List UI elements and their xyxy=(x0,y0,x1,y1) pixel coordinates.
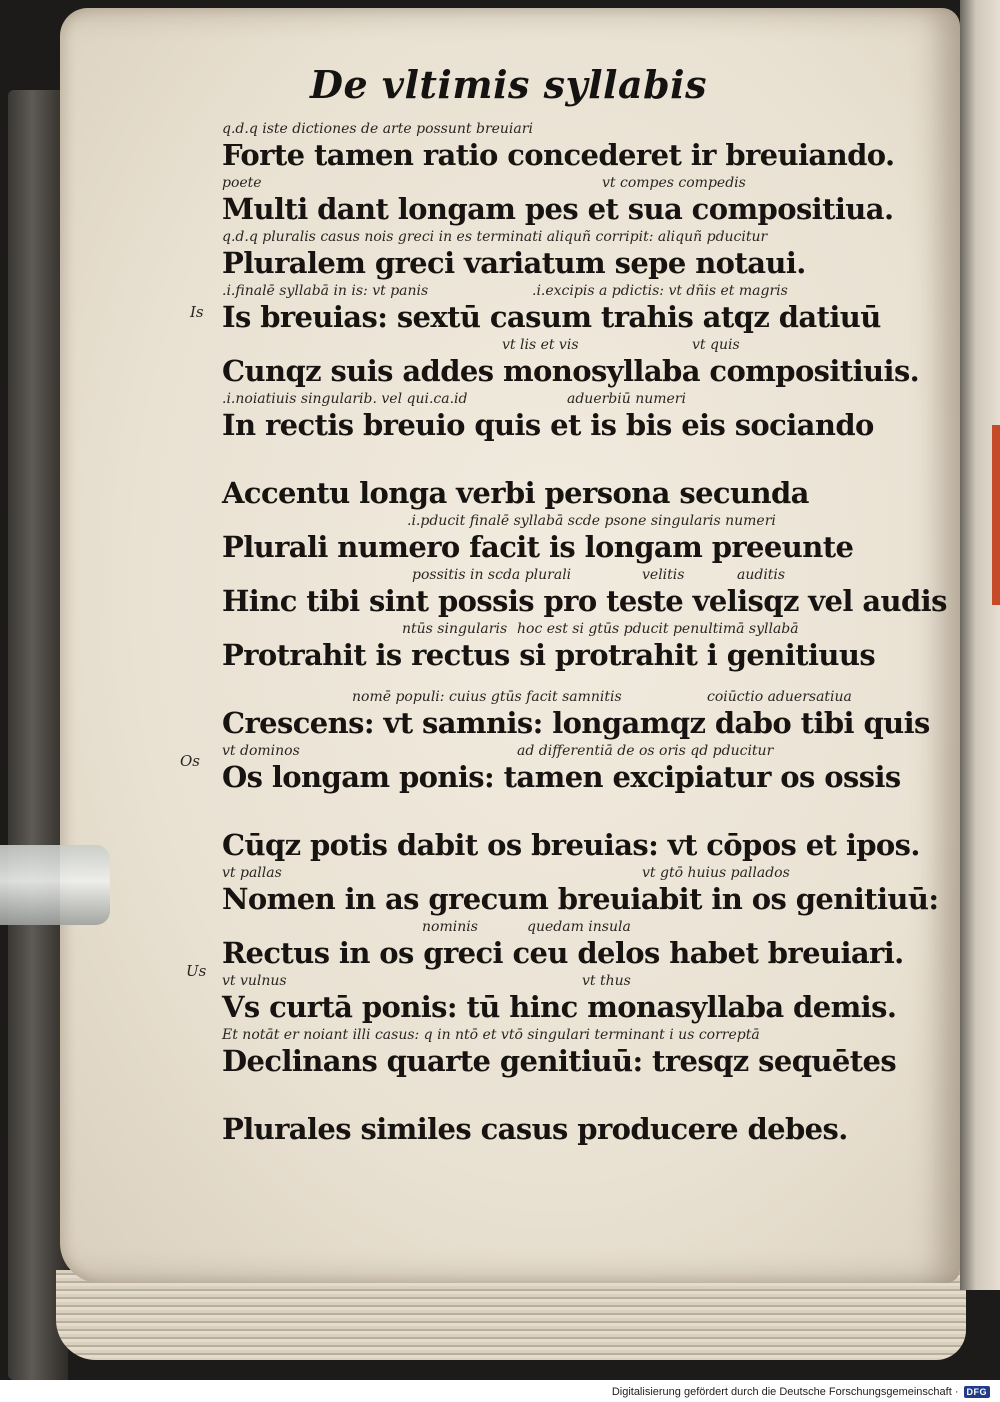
facing-page-edge xyxy=(960,0,1000,1290)
verse-line: Plurali numero facit is longam preeunte xyxy=(222,530,854,564)
gloss-text: coiūctio aduersatiua xyxy=(707,689,852,705)
spacer xyxy=(222,674,882,688)
interlinear-gloss xyxy=(222,458,882,476)
spacer xyxy=(222,1080,882,1094)
verse-line: Accentu longa verbi persona secunda xyxy=(222,476,809,510)
interlinear-gloss xyxy=(222,918,882,936)
gloss-text: poete xyxy=(222,175,262,191)
margin-note-os: Os xyxy=(180,752,200,770)
spacer xyxy=(222,444,882,458)
verse-line: Rectus in os greci ceu delos habet breuiari. xyxy=(222,936,904,970)
verse-line: Hinc tibi sint possis pro teste velisqz vel audis xyxy=(222,584,947,618)
gloss-text: quedam insula xyxy=(527,919,631,935)
gloss-text: aduerbiū numeri xyxy=(567,391,686,407)
interlinear-gloss xyxy=(222,1026,882,1044)
spacer xyxy=(222,796,882,810)
verse-line: Cūqz potis dabit os breuias: vt cōpos et ipos. xyxy=(222,828,920,862)
red-bookmark xyxy=(992,425,1000,605)
gloss-text: auditis xyxy=(737,567,786,583)
digitization-credit xyxy=(612,1384,990,1400)
gloss-text: q.d.q pluralis casus nois greci in es terminati aliquñ corripit: aliquñ pducitur xyxy=(222,229,768,245)
gloss-text: vt quis xyxy=(692,337,740,353)
interlinear-gloss xyxy=(222,512,882,530)
interlinear-gloss xyxy=(222,282,882,300)
verse-line: Declinans quarte genitiuū: tresqz sequētes xyxy=(222,1044,897,1078)
interlinear-gloss xyxy=(222,1094,882,1112)
gloss-text: ntūs singularis xyxy=(402,621,508,637)
gloss-text: vt compes compedis xyxy=(602,175,746,191)
dfg-logo: DFG xyxy=(964,1386,991,1398)
interlinear-gloss xyxy=(222,864,882,882)
interlinear-gloss xyxy=(222,390,882,408)
page-stack-edge xyxy=(56,1270,966,1360)
interlinear-gloss xyxy=(222,810,882,828)
gloss-text: vt gtō huius pallados xyxy=(642,865,790,881)
interlinear-gloss xyxy=(222,688,882,706)
gloss-text: .i.finalē syllabā in is: vt panis xyxy=(222,283,429,299)
gloss-text: .i.noiatiuis singularib. vel qui.ca.id xyxy=(222,391,468,407)
verse-line: Pluralem greci variatum sepe notaui. xyxy=(222,246,806,280)
gloss-text: nominis xyxy=(422,919,478,935)
verse-line: Nomen in as grecum breuiabit in os genitiuū: xyxy=(222,882,939,916)
book-cover-edge xyxy=(8,90,68,1380)
gloss-text: nomē populi: cuius gtūs facit samnitis xyxy=(352,689,622,705)
interlinear-gloss xyxy=(222,228,882,246)
verse-line: Multi dant longam pes et sua compositiua. xyxy=(222,192,894,226)
gloss-text: vt vulnus xyxy=(222,973,287,989)
gloss-text: hoc est si gtūs pducit penultimā syllabā xyxy=(517,621,799,637)
interlinear-gloss xyxy=(222,336,882,354)
verse-line: Vs curtā ponis: tū hinc monasyllaba demis. xyxy=(222,990,897,1024)
margin-note-us: Us xyxy=(186,962,207,980)
verse-line: Forte tamen ratio concederet ir breuiando. xyxy=(222,138,895,172)
interlinear-gloss xyxy=(222,742,882,760)
gloss-text: vt pallas xyxy=(222,865,282,881)
verse-text-block xyxy=(222,120,947,1148)
verse-line: Is breuias: sextū casum trahis atqz datiuū xyxy=(222,300,881,334)
gloss-text: velitis xyxy=(642,567,685,583)
gloss-text: vt thus xyxy=(582,973,631,989)
verse-line: In rectis breuio quis et is bis eis sociando xyxy=(222,408,874,442)
credit-text: Digitalisierung gefördert durch die Deutsche Forschungsgemeinschaft · xyxy=(611,1386,959,1398)
verse-line: Cunqz suis addes monosyllaba compositiuis. xyxy=(222,354,920,388)
gloss-text: ad differentiā de os oris qd pducitur xyxy=(517,743,774,759)
gloss-text: q.d.q iste dictiones de arte possunt breuiari xyxy=(222,121,533,137)
interlinear-gloss xyxy=(222,566,882,584)
verse-line: Crescens: vt samnis: longamqz dabo tibi quis xyxy=(222,706,930,740)
gloss-text: vt lis et vis xyxy=(502,337,579,353)
page-header: De vltimis syllabis xyxy=(310,62,707,107)
gloss-text: Et notāt er noiant illi casus: q in ntō et vtō singulari terminant i us correptā xyxy=(222,1027,760,1043)
interlinear-gloss xyxy=(222,120,882,138)
gloss-text: vt dominos xyxy=(222,743,300,759)
page-clip xyxy=(0,845,110,925)
interlinear-gloss xyxy=(222,620,882,638)
verse-line: Protrahit is rectus si protrahit i genitiuus xyxy=(222,638,876,672)
gloss-text: possitis in scda plurali xyxy=(412,567,572,583)
gloss-text: .i.excipis a pdictis: vt dñis et magris xyxy=(532,283,788,299)
interlinear-gloss xyxy=(222,972,882,990)
verse-line: Plurales similes casus producere debes. xyxy=(222,1112,848,1146)
verse-line: Os longam ponis: tamen excipiatur os ossis xyxy=(222,760,901,794)
interlinear-gloss xyxy=(222,174,882,192)
gloss-text: .i.pducit finalē syllabā scde psone singularis numeri xyxy=(407,513,776,529)
margin-note-is: Is xyxy=(190,303,204,321)
